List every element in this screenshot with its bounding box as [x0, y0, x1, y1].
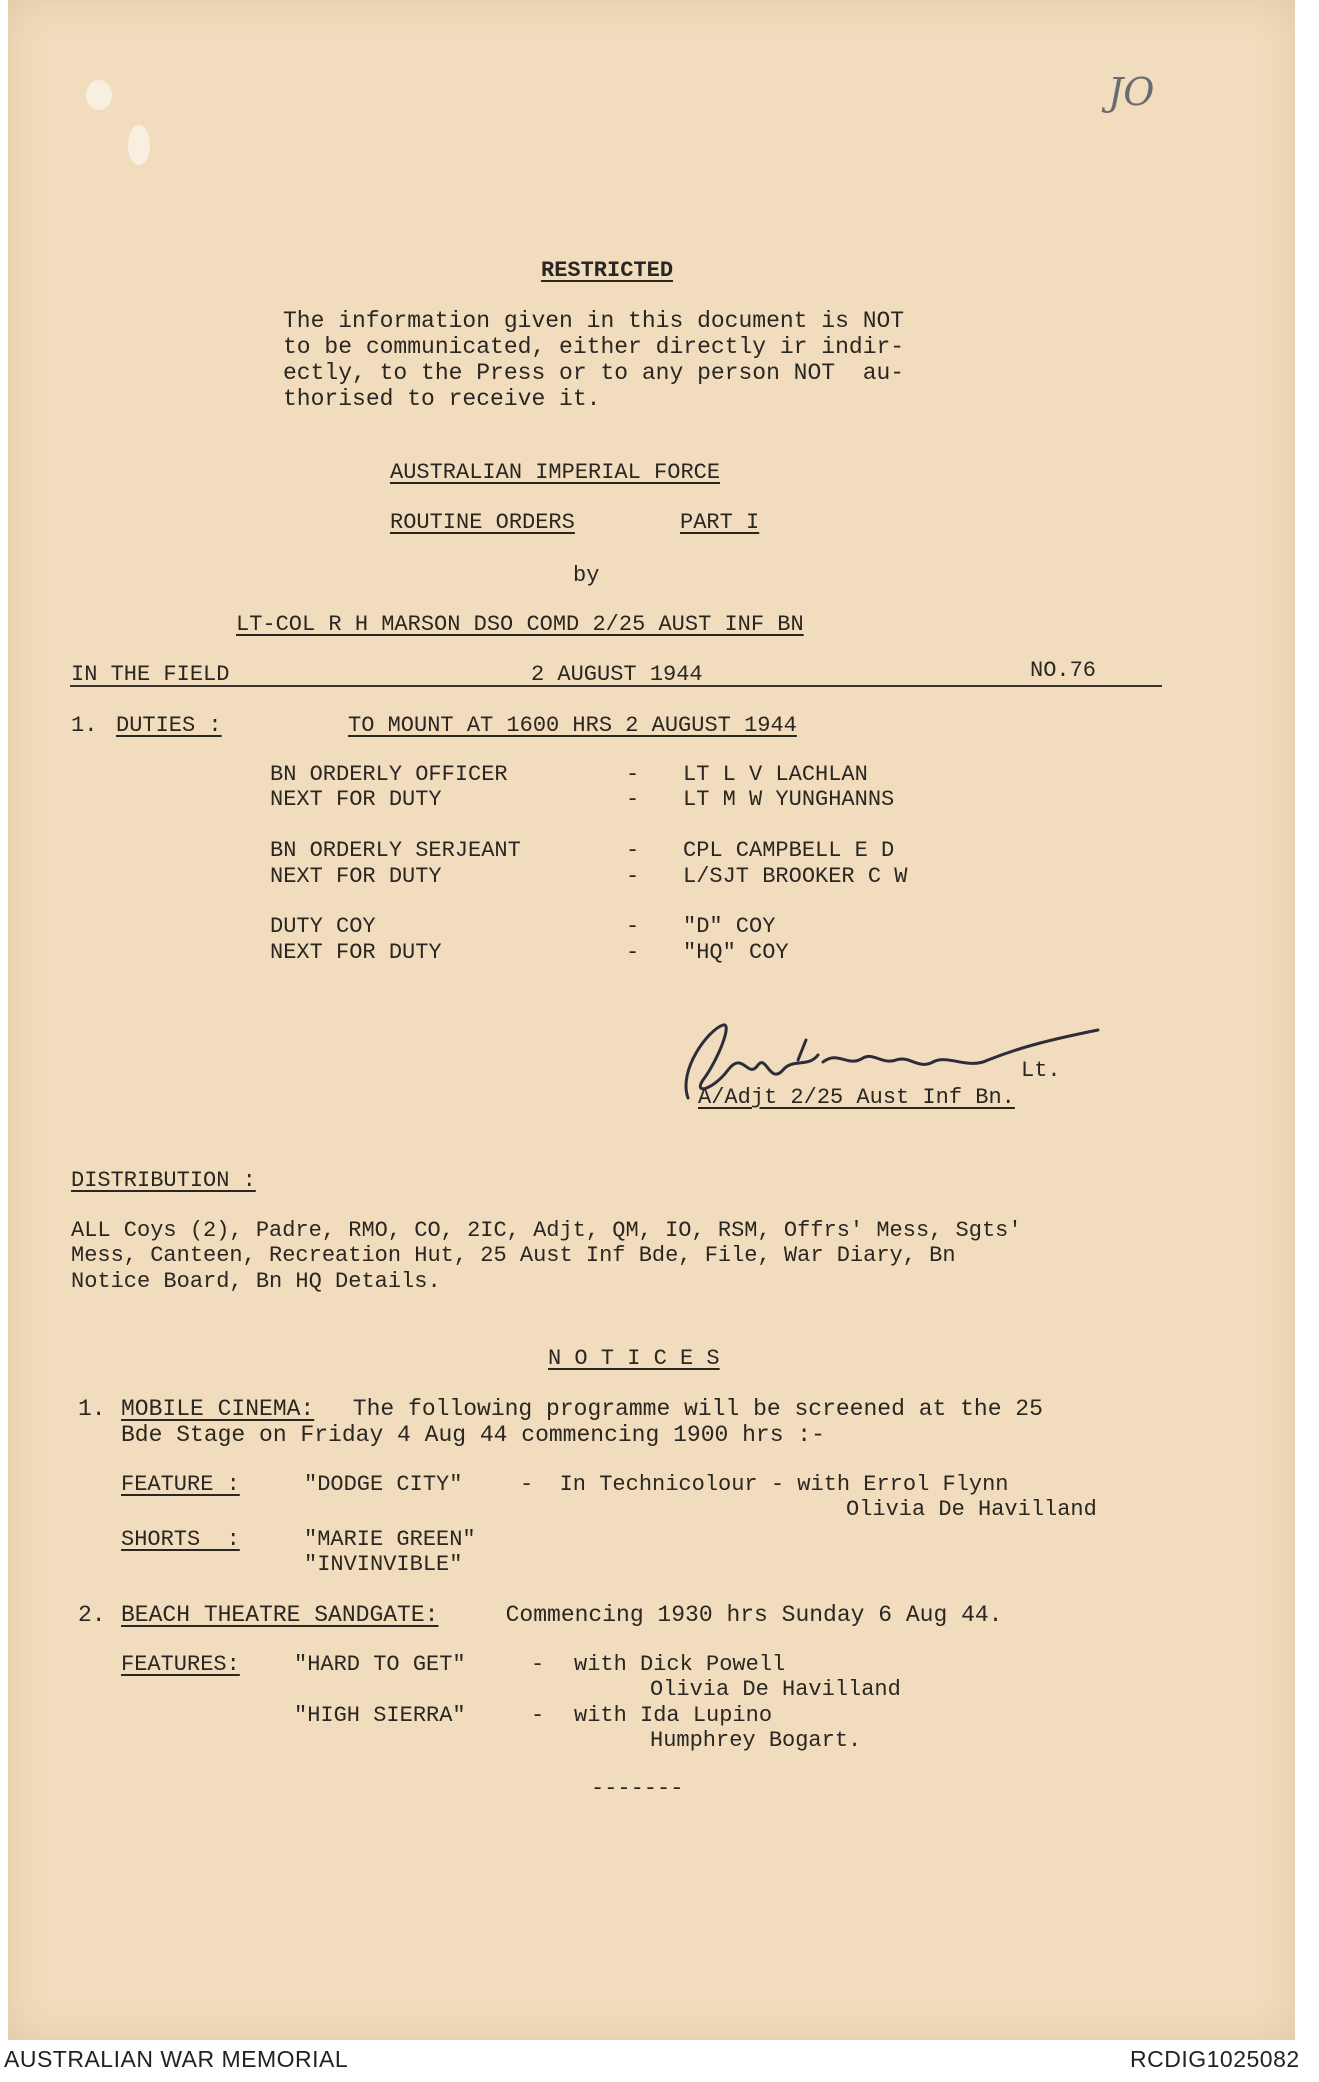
force-title: AUSTRALIAN IMPERIAL FORCE [390, 460, 721, 485]
feature-detail: - In Technicolour - with Errol Flynn [520, 1472, 1009, 1497]
by-text: by [573, 563, 600, 588]
signature-title: A/Adjt 2/25 Aust Inf Bn. [698, 1085, 1015, 1110]
notice-text: Commencing 1930 hrs Sunday 6 Aug 44. [478, 1602, 1003, 1628]
end-mark: ------- [591, 1776, 684, 1801]
feature-detail: Olivia De Havilland [846, 1497, 1097, 1522]
film-title: "HARD TO GET" [294, 1652, 466, 1677]
duty-role: DUTY COY [270, 914, 376, 939]
duty-role: BN ORDERLY OFFICER [270, 762, 508, 787]
duty-name: CPL CAMPBELL E D [683, 838, 895, 863]
duty-name: LT L V LACHLAN [683, 762, 868, 787]
feature-title: "DODGE CITY" [304, 1472, 463, 1497]
shorts-label: SHORTS : [121, 1527, 240, 1552]
duty-dash: - [626, 864, 640, 889]
short-title: "INVINVIBLE" [304, 1552, 463, 1577]
duty-dash: - [626, 838, 640, 863]
duties-label: DUTIES : [116, 713, 222, 738]
feature-label: FEATURE : [121, 1472, 240, 1497]
film-cast: with Ida Lupino [574, 1703, 773, 1728]
document-page [8, 0, 1295, 2040]
short-title: "MARIE GREEN" [304, 1527, 476, 1552]
restricted-line: to be communicated, either directly ir indir- [283, 334, 905, 360]
duty-name: "D" COY [683, 914, 776, 939]
film-title: "HIGH SIERRA" [294, 1703, 466, 1728]
signature-rank: Lt. [1021, 1058, 1061, 1083]
footer-source: AUSTRALIAN WAR MEMORIAL [4, 2046, 349, 2072]
distribution-line: Notice Board, Bn HQ Details. [71, 1269, 441, 1294]
duty-role: NEXT FOR DUTY [270, 940, 442, 965]
order-number: NO.76 [1030, 658, 1097, 683]
header-rule [70, 685, 1162, 687]
duty-name: LT M W YUNGHANNS [683, 787, 895, 812]
film-cast: with Dick Powell [574, 1652, 786, 1677]
film-cast: Olivia De Havilland [650, 1677, 901, 1702]
duty-role: BN ORDERLY SERJEANT [270, 838, 521, 863]
order-date: 2 AUGUST 1944 [531, 662, 703, 687]
notice-label: MOBILE CINEMA: [121, 1396, 315, 1422]
film-cast: Humphrey Bogart. [650, 1728, 862, 1753]
restricted-line: ectly, to the Press or to any person NOT au- [283, 360, 905, 386]
notice-label: BEACH THEATRE SANDGATE: [121, 1602, 439, 1628]
duty-name: "HQ" COY [683, 940, 789, 965]
orders-part: PART I [680, 510, 760, 535]
restricted-heading: RESTRICTED [541, 258, 674, 283]
notice-text: Bde Stage on Friday 4 Aug 44 commencing 1900 hrs :- [121, 1422, 825, 1448]
orders-title: ROUTINE ORDERS [390, 510, 575, 535]
film-dash: - [531, 1703, 545, 1728]
paper-stain [128, 125, 150, 165]
restricted-line: thorised to receive it. [283, 386, 601, 412]
location: IN THE FIELD [71, 662, 230, 687]
commander-line: LT-COL R H MARSON DSO COMD 2/25 AUST INF BN [236, 612, 804, 637]
duty-name: L/SJT BROOKER C W [683, 864, 908, 889]
footer-id: RCDIG1025082 [1130, 2046, 1300, 2072]
duty-role: NEXT FOR DUTY [270, 787, 442, 812]
notice-index: 2. [78, 1602, 106, 1628]
duty-role: NEXT FOR DUTY [270, 864, 442, 889]
distribution-line: Mess, Canteen, Recreation Hut, 25 Aust Inf Bde, File, War Diary, Bn [71, 1243, 956, 1268]
notice-text: The following programme will be screened at the 25 [339, 1396, 1043, 1422]
duty-dash: - [626, 914, 640, 939]
restricted-line: The information given in this document is NOT [283, 308, 905, 334]
distribution-line: ALL Coys (2), Padre, RMO, CO, 2IC, Adjt, QM, IO, RSM, Offrs' Mess, Sgts' [71, 1218, 1022, 1243]
duty-dash: - [626, 787, 640, 812]
duties-index: 1. [71, 713, 98, 738]
handwritten-mark: JO [1108, 70, 1155, 114]
paper-stain [86, 80, 112, 110]
film-dash: - [531, 1652, 545, 1677]
duty-dash: - [626, 940, 640, 965]
duty-dash: - [626, 762, 640, 787]
notice-index: 1. [78, 1396, 106, 1422]
distribution-label: DISTRIBUTION : [71, 1168, 256, 1193]
features-label: FEATURES: [121, 1652, 240, 1677]
duties-title: TO MOUNT AT 1600 HRS 2 AUGUST 1944 [348, 713, 797, 738]
notices-heading: N O T I C E S [548, 1346, 720, 1371]
